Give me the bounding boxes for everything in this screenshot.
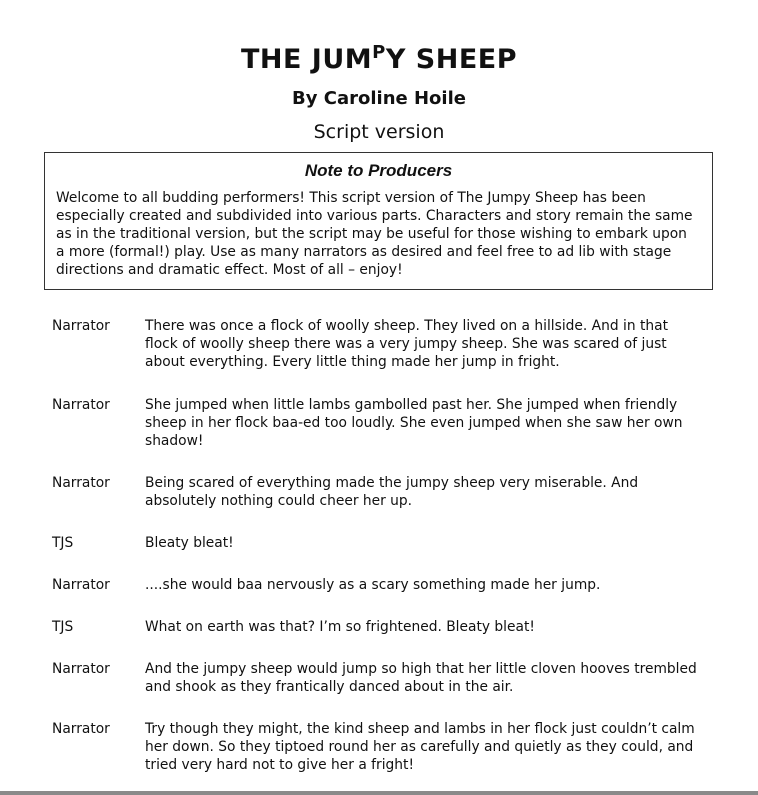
page-bottom-edge	[0, 791, 758, 795]
note-body: Welcome to all budding performers! This script version of The Jumpy Sheep has been especially created and subdivided into various parts. Characters and story remain the same as in the traditional version, but the script may be useful for those wishing to embark upon a more (formal!) play. Use as many narrators as desired and feel free to ad lib with stage directions and dramatic effect. Most of all – enjoy!	[56, 190, 693, 278]
speech-text: ....she would baa nervously as a scary something made her jump.	[145, 577, 601, 593]
speech-text: Being scared of everything made the jumpy sheep very miserable. And absolutely nothing could cheer her up.	[145, 475, 639, 509]
speech-text: Bleaty bleat!	[145, 535, 234, 551]
speaker-name: Narrator	[52, 661, 110, 677]
author-line: By Caroline Hoile	[292, 88, 466, 109]
speech-text: Try though they might, the kind sheep and lambs in her flock just couldn’t calm her down. So they tiptoed round her as carefully and quietly as they could, and tried very hard not to give her a fright!	[145, 721, 695, 773]
producers-note-box	[44, 152, 713, 290]
speaker-name: Narrator	[52, 397, 110, 413]
version-line: Script version	[313, 121, 445, 143]
speech-text: And the jumpy sheep would jump so high that her little cloven hooves trembled and shook as they frantically danced about in the air.	[145, 661, 697, 695]
speaker-name: Narrator	[52, 475, 110, 491]
speaker-name: Narrator	[52, 318, 110, 334]
speaker-name: TJS	[52, 535, 74, 551]
speech-text: She jumped when little lambs gambolled past her. She jumped when friendly sheep in her flock baa-ed too loudly. She even jumped when she saw her own shadow!	[145, 397, 683, 449]
document-title	[0, 42, 758, 75]
title-part-2: Y SHEEP	[385, 44, 518, 75]
title-raised-letter: P	[372, 42, 386, 63]
speaker-name: Narrator	[52, 577, 110, 593]
speaker-name: Narrator	[52, 721, 110, 737]
speaker-name: TJS	[52, 619, 74, 635]
speech-text: What on earth was that? I’m so frightened. Bleaty bleat!	[145, 619, 535, 635]
title-part-1: THE JUM	[240, 44, 373, 75]
note-heading: Note to Producers	[304, 161, 453, 180]
speech-text: There was once a flock of woolly sheep. They lived on a hillside. And in that flock of woolly sheep there was a very jumpy sheep. She was scared of just about everything. Every little thing made her jump in fright.	[145, 318, 668, 370]
